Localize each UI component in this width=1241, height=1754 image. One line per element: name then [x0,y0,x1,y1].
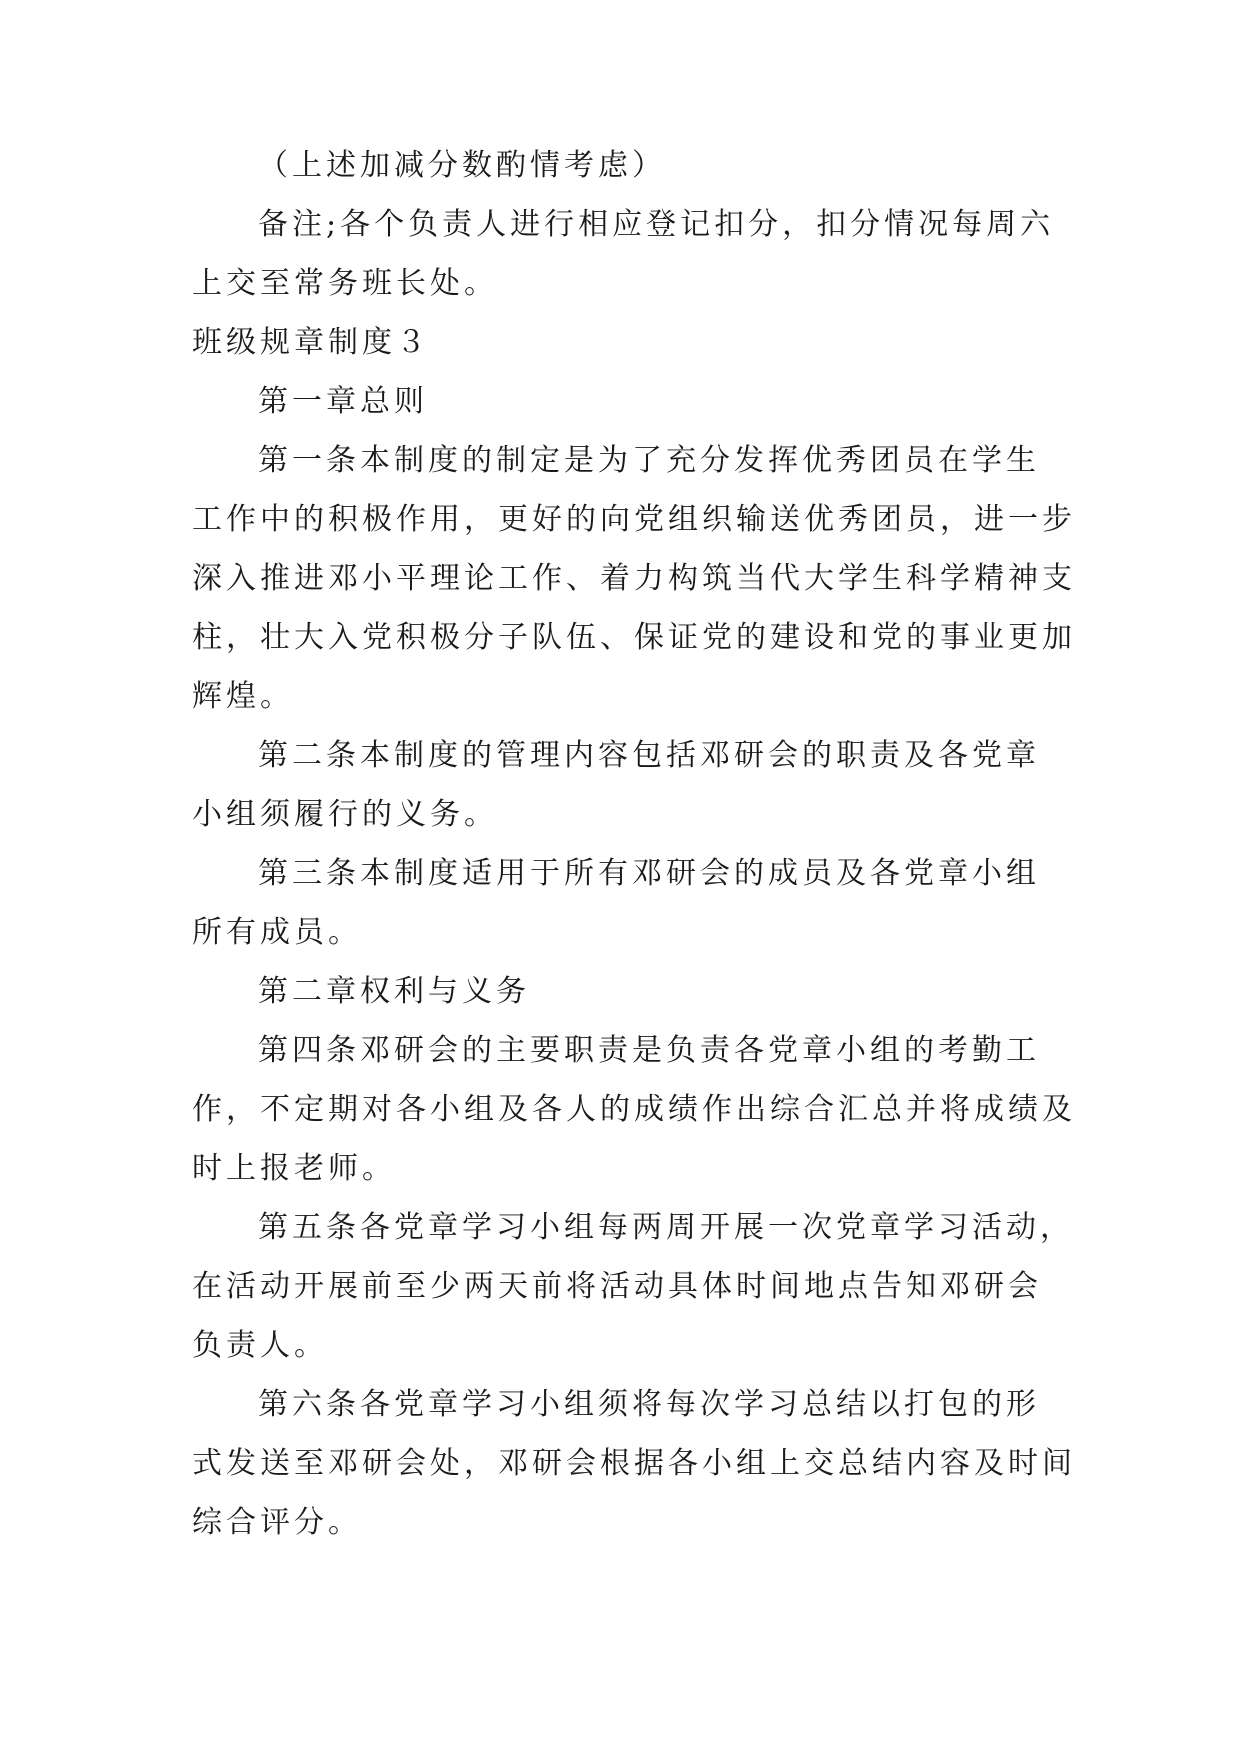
article-5-line-3: 负责人。 [192,1328,328,1363]
document-body [192,136,1076,1552]
chapter-1-heading: 第一章总则 [258,384,428,419]
article-5-line-2: 在活动开展前至少两天前将活动具体时间地点告知邓研会 [192,1269,1042,1304]
article-6-line-2: 式发送至邓研会处，邓研会根据各小组上交总结内容及时间 [192,1446,1076,1481]
article-1-line-5: 辉煌。 [192,679,294,714]
chapter-2-heading: 第二章权利与义务 [258,974,530,1009]
article-2-line-2: 小组须履行的义务。 [192,797,498,832]
remark-line-2: 上交至常务班长处。 [192,266,498,301]
article-4-line-1: 第四条邓研会的主要职责是负责各党章小组的考勤工 [258,1033,1040,1068]
article-1-line-3: 深入推进邓小平理论工作、着力构筑当代大学生科学精神支 [192,561,1076,596]
article-3-line-2: 所有成员。 [192,915,362,950]
article-5-line-1: 第五条各党章学习小组每两周开展一次党章学习活动， [258,1210,1074,1245]
article-2-line-1: 第二条本制度的管理内容包括邓研会的职责及各党章 [258,738,1040,773]
article-1-line-4: 柱，壮大入党积极分子队伍、保证党的建设和党的事业更加 [192,620,1076,655]
article-3-line-1: 第三条本制度适用于所有邓研会的成员及各党章小组 [258,856,1040,891]
note-consider: （上述加减分数酌情考虑） [258,148,666,183]
article-4-line-2: 作，不定期对各小组及各人的成绩作出综合汇总并将成绩及 [192,1092,1076,1127]
remark-line-1: 备注;各个负责人进行相应登记扣分，扣分情况每周六 [258,207,1055,242]
article-1-line-1: 第一条本制度的制定是为了充分发挥优秀团员在学生 [258,443,1040,478]
article-1-line-2: 工作中的积极作用，更好的向党组织输送优秀团员，进一步 [192,502,1076,537]
section-title: 班级规章制度３ [192,325,430,360]
article-6-line-1: 第六条各党章学习小组须将每次学习总结以打包的形 [258,1387,1040,1422]
article-4-line-3: 时上报老师。 [192,1151,396,1186]
article-6-line-3: 综合评分。 [192,1505,362,1540]
